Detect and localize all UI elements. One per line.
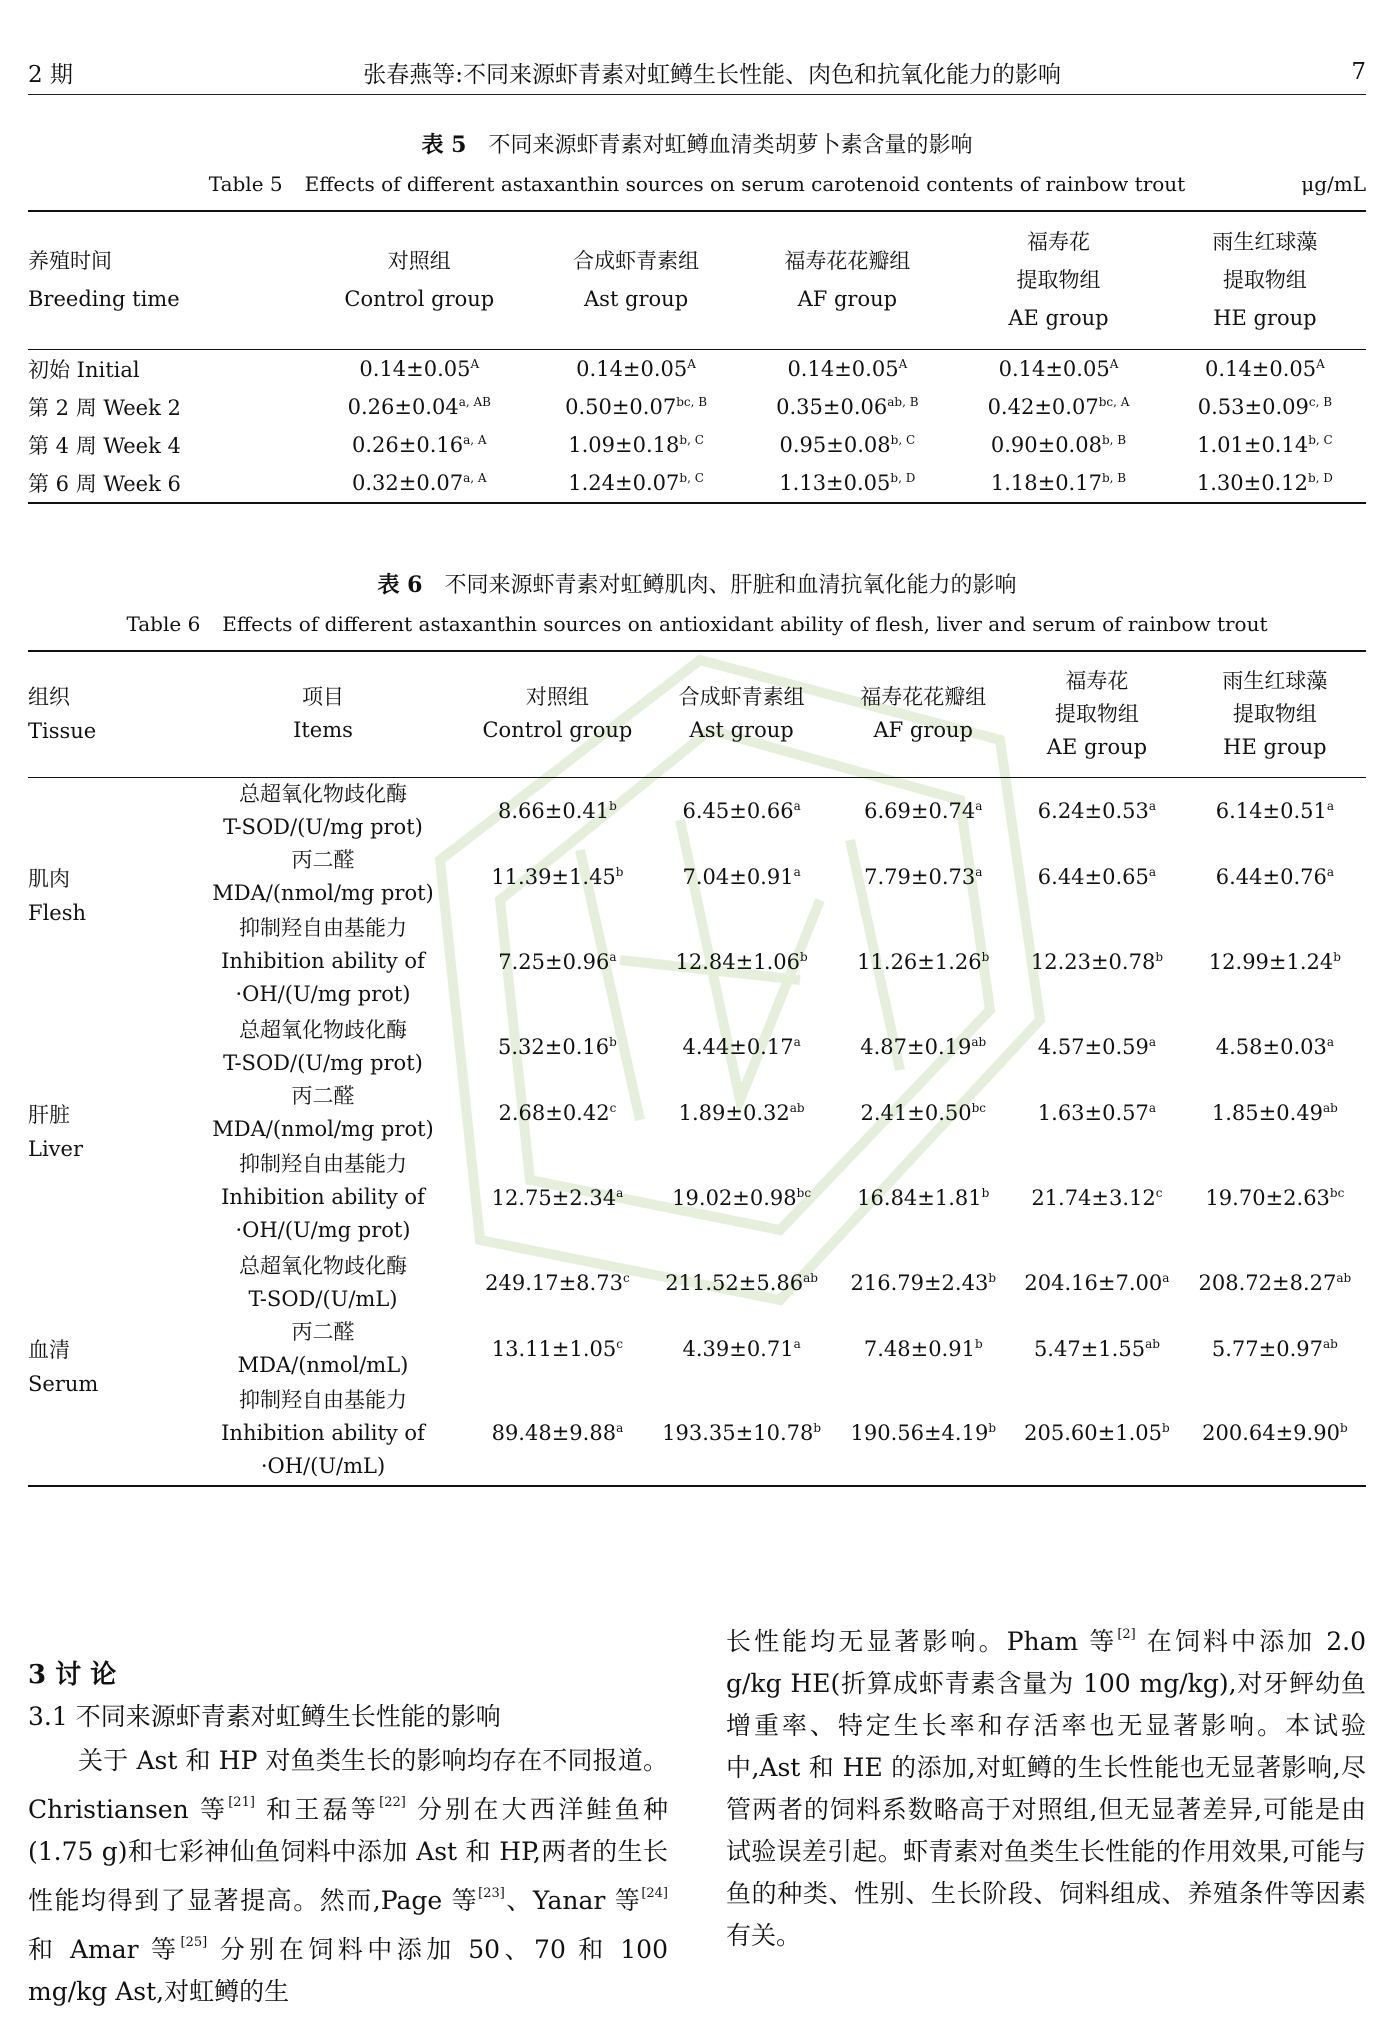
value: 0.95±0.08 bbox=[779, 432, 891, 457]
significance-letter: b bbox=[1339, 1421, 1348, 1435]
table5-cell bbox=[1164, 426, 1366, 464]
subsection-heading: 3.1 不同来源虾青素对虹鳟生长性能的影响 bbox=[28, 1702, 501, 1731]
table6-header-he: 雨生红球藻 提取物组 HE group bbox=[1222, 668, 1328, 759]
table6-cell bbox=[1184, 1250, 1366, 1316]
table6-cell bbox=[836, 1316, 1010, 1382]
table6-cell bbox=[468, 844, 647, 910]
value: 4.39±0.71 bbox=[682, 1336, 794, 1361]
value: 1.89±0.32 bbox=[678, 1100, 790, 1125]
significance-letter: bc bbox=[796, 1185, 812, 1200]
value: 1.24±0.07 bbox=[568, 470, 680, 495]
significance-letter: c bbox=[622, 1270, 630, 1285]
value: 0.32±0.07 bbox=[352, 470, 464, 495]
value: 0.14±0.05 bbox=[787, 356, 899, 381]
value: 0.90±0.08 bbox=[990, 432, 1102, 457]
table5-unit: μg/mL bbox=[1301, 172, 1366, 196]
table6-header-ae: 福寿花 提取物组 AE group bbox=[1046, 668, 1148, 759]
value: 0.14±0.05 bbox=[998, 356, 1110, 381]
value: 4.58±0.03 bbox=[1215, 1034, 1327, 1059]
citation-ref[interactable]: [22] bbox=[379, 1795, 406, 1810]
significance-letter: a bbox=[975, 798, 983, 813]
significance-letter: a bbox=[1148, 798, 1157, 813]
value: 0.35±0.06 bbox=[776, 394, 888, 419]
paragraph: 关于 Ast 和 HP 对鱼类生长的影响均存在不同报道。Christiansen 等[21] 和王磊等[22] 分别在大西洋鲑鱼种(1.75 g)和七彩神仙鱼饲料中添加 Ast 和 HP,两者的生长性能均得到了显著提高。然而,Page 等[23]、Yanar 等[24] 和 Amar 等[25] 分别在饲料中添加 50、70 和 100 mg/kg Ast,对虹鳟的生 bbox=[28, 1746, 669, 2006]
table6-cell bbox=[1184, 1080, 1366, 1146]
table5-cell bbox=[308, 426, 531, 464]
table6 bbox=[28, 650, 1366, 1487]
value: 0.14±0.05 bbox=[359, 356, 471, 381]
table6-cell bbox=[1184, 1382, 1366, 1486]
citation-ref[interactable]: [23] bbox=[478, 1886, 505, 1901]
table5-header-ae: 福寿花 提取物组 AE group bbox=[1008, 230, 1109, 331]
significance-letter: b, D bbox=[890, 470, 916, 485]
table6-cell bbox=[647, 1014, 837, 1080]
value: 16.84±1.81 bbox=[857, 1185, 982, 1210]
citation-ref[interactable]: [2] bbox=[1117, 1627, 1136, 1642]
table6-item: 总超氧化物歧化酶 T-SOD/(U/mL) bbox=[239, 1253, 407, 1311]
significance-letter: A bbox=[687, 356, 696, 371]
table6-cell bbox=[1010, 844, 1184, 910]
table6-cell bbox=[1010, 910, 1184, 1014]
significance-letter: b, C bbox=[679, 470, 704, 485]
table6-cell bbox=[468, 1250, 647, 1316]
table6-cell bbox=[1184, 1316, 1366, 1382]
table5-title-cn: 不同来源虾青素对虹鳟血清类胡萝卜素含量的影响 bbox=[488, 133, 973, 158]
table5-row-time: 第 6 周 Week 6 bbox=[28, 471, 181, 496]
significance-letter: bc, B bbox=[676, 394, 708, 409]
significance-letter: a bbox=[793, 1034, 801, 1049]
significance-letter: bc bbox=[971, 1100, 987, 1115]
significance-letter: a bbox=[616, 1421, 624, 1435]
table6-cell bbox=[1010, 1316, 1184, 1382]
table6-header-ast: 合成虾青素组 Ast group bbox=[678, 685, 805, 743]
value: 193.35±10.78 bbox=[662, 1421, 814, 1445]
table6-cell bbox=[1184, 910, 1366, 1014]
table6-cell bbox=[647, 1146, 837, 1250]
table5-cell bbox=[308, 464, 531, 503]
citation-ref[interactable]: [25] bbox=[180, 1935, 208, 1950]
significance-letter: a, A bbox=[463, 432, 487, 447]
table5-cell bbox=[531, 349, 742, 388]
table6-cell bbox=[1184, 844, 1366, 910]
table6-cell bbox=[468, 910, 647, 1014]
table6-item: 总超氧化物歧化酶 T-SOD/(U/mg prot) bbox=[223, 781, 423, 839]
value: 6.44±0.65 bbox=[1037, 864, 1149, 889]
significance-letter: b bbox=[615, 864, 624, 879]
table5-row bbox=[28, 426, 1366, 464]
table6-cell bbox=[1184, 777, 1366, 844]
value: 200.64±9.90 bbox=[1202, 1421, 1340, 1445]
value: 19.70±2.63 bbox=[1205, 1185, 1330, 1210]
table6-cell bbox=[468, 1316, 647, 1382]
significance-letter: b, C bbox=[890, 432, 916, 447]
value: 205.60±1.05 bbox=[1024, 1421, 1162, 1445]
significance-letter: A bbox=[470, 356, 480, 371]
value: 1.18±0.17 bbox=[990, 470, 1102, 495]
table5-cell bbox=[953, 426, 1164, 464]
table6-cell bbox=[1010, 1382, 1184, 1486]
table6-cell bbox=[647, 777, 837, 844]
table5-cell bbox=[953, 349, 1164, 388]
significance-letter: ab bbox=[1323, 1336, 1338, 1351]
table6-item: 丙二醛 MDA/(nmol/mg prot) bbox=[212, 1083, 434, 1141]
significance-letter: b, B bbox=[1101, 470, 1127, 485]
significance-letter: ab bbox=[1323, 1100, 1338, 1115]
table6-cell bbox=[647, 1080, 837, 1146]
value: 190.56±4.19 bbox=[850, 1421, 989, 1445]
table5-cell bbox=[531, 464, 742, 503]
table6-cell bbox=[647, 910, 837, 1014]
table5-row-time: 初始 Initial bbox=[28, 357, 140, 382]
table5-header-ast: 合成虾青素组 Ast group bbox=[573, 249, 700, 312]
value: 2.68±0.42 bbox=[498, 1100, 610, 1125]
table5-label-en: Table 5 bbox=[208, 172, 283, 196]
value: 11.39±1.45 bbox=[491, 864, 616, 889]
significance-letter: A bbox=[1109, 356, 1119, 371]
table6-cell bbox=[647, 1382, 837, 1486]
table5-cell bbox=[308, 388, 531, 426]
value: 208.72±8.27 bbox=[1198, 1270, 1337, 1295]
table5-row-time: 第 4 周 Week 4 bbox=[28, 433, 181, 458]
significance-letter: b bbox=[1333, 949, 1341, 964]
significance-letter: ab, B bbox=[887, 394, 919, 409]
value: 4.44±0.17 bbox=[682, 1034, 794, 1059]
table6-item: 抑制羟自由基能力 Inhibition ability of ·OH/(U/mg prot) bbox=[221, 1152, 425, 1242]
table6-cell bbox=[1184, 1014, 1366, 1080]
value: 1.30±0.12 bbox=[1196, 470, 1308, 495]
table6-row bbox=[28, 1316, 1366, 1382]
table5-cell bbox=[742, 426, 954, 464]
table6-item: 抑制羟自由基能力 Inhibition ability of ·OH/(U/mL) bbox=[221, 1387, 425, 1478]
table6-cell bbox=[1184, 1146, 1366, 1250]
table6-cell bbox=[468, 1382, 647, 1486]
value: 2.41±0.50 bbox=[860, 1100, 972, 1125]
table5-caption-en bbox=[0, 172, 1394, 196]
significance-letter: a bbox=[793, 798, 801, 813]
significance-letter: a, A bbox=[463, 470, 487, 485]
significance-letter: c, B bbox=[1308, 394, 1333, 409]
table6-cell bbox=[647, 1316, 837, 1382]
value: 12.99±1.24 bbox=[1208, 949, 1334, 974]
value: 5.32±0.16 bbox=[498, 1034, 610, 1059]
value: 6.14±0.51 bbox=[1215, 798, 1327, 823]
table5-cell bbox=[1164, 349, 1366, 388]
table6-cell bbox=[1010, 1250, 1184, 1316]
value: 12.23±0.78 bbox=[1030, 949, 1156, 974]
table5-row bbox=[28, 464, 1366, 503]
table6-cell bbox=[647, 844, 837, 910]
table6-cell bbox=[836, 910, 1010, 1014]
table6-cell bbox=[1010, 777, 1184, 844]
table5-cell bbox=[1164, 388, 1366, 426]
table6-cell bbox=[836, 1382, 1010, 1486]
table6-header-tissue: 组织 Tissue bbox=[28, 685, 97, 744]
table5-header-time: 养殖时间 Breeding time bbox=[28, 249, 180, 312]
value: 204.16±7.00 bbox=[1024, 1270, 1163, 1295]
table6-header-control: 对照组 Control group bbox=[482, 685, 633, 743]
significance-letter: bc bbox=[1329, 1185, 1345, 1200]
table6-cell bbox=[468, 1146, 647, 1250]
value: 12.84±1.06 bbox=[675, 949, 801, 974]
significance-letter: ab bbox=[1336, 1270, 1352, 1285]
significance-letter: b bbox=[609, 1034, 617, 1049]
value: 7.48±0.91 bbox=[863, 1336, 975, 1361]
table6-item: 丙二醛 MDA/(nmol/mg prot) bbox=[212, 847, 434, 905]
table5-cell bbox=[531, 388, 742, 426]
table6-row bbox=[28, 1146, 1366, 1250]
value: 13.11±1.05 bbox=[491, 1336, 617, 1361]
significance-letter: b, C bbox=[679, 432, 704, 447]
table5-cell bbox=[953, 464, 1164, 503]
section-heading: 3 讨 论 bbox=[28, 1660, 117, 1690]
table5-header-control: 对照组 Control group bbox=[344, 249, 495, 312]
table6-item: 丙二醛 MDA/(nmol/mL) bbox=[237, 1319, 409, 1377]
table6-row bbox=[28, 777, 1366, 844]
running-head bbox=[28, 52, 1366, 92]
table5-cell bbox=[742, 464, 954, 503]
issue-number: 2 期 bbox=[28, 61, 73, 88]
significance-letter: b bbox=[981, 1185, 990, 1200]
citation-ref[interactable]: [24] bbox=[641, 1886, 668, 1901]
table5-header-he: 雨生红球藻 提取物组 HE group bbox=[1212, 230, 1318, 331]
table6-cell bbox=[836, 777, 1010, 844]
table6-header-af: 福寿花花瓣组 AF group bbox=[860, 685, 987, 743]
significance-letter: b bbox=[1162, 1421, 1170, 1435]
table5-title-en: Effects of different astaxanthin sources on serum carotenoid contents of rainbow trout bbox=[304, 172, 1186, 196]
table6-item: 抑制羟自由基能力 Inhibition ability of ·OH/(U/mg prot) bbox=[221, 916, 425, 1006]
table6-row bbox=[28, 1080, 1366, 1146]
significance-letter: b, D bbox=[1308, 470, 1333, 485]
value: 21.74±3.12 bbox=[1031, 1185, 1156, 1210]
significance-letter: A bbox=[898, 356, 908, 371]
table6-label-cn: 表 6 bbox=[377, 572, 423, 598]
header-rule bbox=[28, 94, 1366, 95]
significance-letter: a bbox=[609, 949, 617, 964]
value: 12.75±2.34 bbox=[491, 1185, 617, 1210]
significance-letter: a bbox=[1162, 1270, 1170, 1285]
table6-cell bbox=[836, 1250, 1010, 1316]
value: 249.17±8.73 bbox=[485, 1270, 623, 1295]
table6-cell bbox=[468, 1014, 647, 1080]
significance-letter: b bbox=[988, 1270, 997, 1285]
significance-letter: b bbox=[1155, 949, 1164, 964]
body-text-right bbox=[726, 1614, 1366, 1957]
significance-letter: a bbox=[616, 1185, 624, 1200]
significance-letter: a bbox=[793, 1336, 801, 1351]
table6-tissue: 肝脏 Liver bbox=[28, 1102, 83, 1161]
value: 1.13±0.05 bbox=[779, 470, 891, 495]
table5-cell bbox=[742, 349, 954, 388]
table6-title-en: Effects of different astaxanthin sources on antioxidant ability of flesh, liver and serum of rainbow trout bbox=[222, 612, 1268, 636]
table6-cell bbox=[836, 844, 1010, 910]
table6-cell bbox=[1010, 1080, 1184, 1146]
value: 0.14±0.05 bbox=[1205, 356, 1317, 381]
table5-header-af: 福寿花花瓣组 AF group bbox=[784, 249, 911, 312]
table5-caption-cn bbox=[0, 128, 1394, 159]
significance-letter: b bbox=[974, 1336, 983, 1351]
value: 216.79±2.43 bbox=[850, 1270, 989, 1295]
significance-letter: a bbox=[1148, 864, 1157, 879]
table5-cell bbox=[1164, 464, 1366, 503]
significance-letter: b bbox=[800, 949, 808, 964]
value: 6.24±0.53 bbox=[1037, 798, 1149, 823]
significance-letter: ab bbox=[803, 1270, 818, 1285]
table6-cell bbox=[1010, 1014, 1184, 1080]
citation-ref[interactable]: [21] bbox=[228, 1795, 255, 1810]
significance-letter: a bbox=[1148, 1100, 1157, 1115]
table5-cell bbox=[742, 388, 954, 426]
table6-cell bbox=[1010, 1146, 1184, 1250]
significance-letter: ab bbox=[789, 1100, 805, 1115]
significance-letter: A bbox=[1316, 356, 1325, 371]
significance-letter: bc, A bbox=[1098, 394, 1130, 409]
significance-letter: a, AB bbox=[458, 394, 491, 409]
value: 4.57±0.59 bbox=[1037, 1034, 1149, 1059]
significance-letter: a bbox=[1326, 798, 1335, 813]
value: 1.01±0.14 bbox=[1197, 432, 1309, 457]
significance-letter: ab bbox=[971, 1034, 987, 1049]
value: 0.42±0.07 bbox=[987, 394, 1099, 419]
table6-cell bbox=[647, 1250, 837, 1316]
paragraph: 长性能均无显著影响。Pham 等[2] 在饲料中添加 2.0 g/kg HE(折算成虾青素含量为 100 mg/kg),对牙鲆幼鱼增重率、特定生长率和存活率也无显著影响。本试验中,Ast 和 HE 的添加,对虹鳟的生长性能也无显著影响,尽管两者的饲料系数略高于对照组,但无显著差异,可能是由试验误差引起。虾青素对鱼类生长性能的作用效果,可能与鱼的种类、性别、生长阶段、饲料组成、养殖条件等因素有关。 bbox=[726, 1627, 1366, 1950]
significance-letter: b bbox=[813, 1421, 822, 1435]
value: 5.47±1.55 bbox=[1033, 1336, 1146, 1361]
table6-row bbox=[28, 910, 1366, 1014]
table5 bbox=[28, 210, 1366, 504]
significance-letter: a bbox=[975, 864, 983, 879]
significance-letter: b, C bbox=[1308, 432, 1333, 447]
table5-cell bbox=[531, 426, 742, 464]
running-title: 张春燕等:不同来源虾青素对虹鳟生长性能、肉色和抗氧化能力的影响 bbox=[363, 61, 1062, 88]
significance-letter: b bbox=[981, 949, 990, 964]
value: 0.53±0.09 bbox=[1197, 394, 1309, 419]
significance-letter: b, B bbox=[1101, 432, 1127, 447]
value: 7.04±0.91 bbox=[682, 864, 794, 889]
value: 4.87±0.19 bbox=[860, 1034, 972, 1059]
value: 6.44±0.76 bbox=[1215, 864, 1327, 889]
table6-row bbox=[28, 1014, 1366, 1080]
significance-letter: a bbox=[793, 864, 801, 879]
table6-caption-cn bbox=[0, 568, 1394, 599]
value: 11.26±1.26 bbox=[857, 949, 982, 974]
value: 19.02±0.98 bbox=[672, 1185, 797, 1210]
table5-label-cn: 表 5 bbox=[421, 132, 467, 158]
significance-letter: c bbox=[616, 1336, 624, 1351]
value: 0.50±0.07 bbox=[565, 394, 677, 419]
table6-row bbox=[28, 844, 1366, 910]
significance-letter: c bbox=[609, 1100, 617, 1115]
table6-item: 总超氧化物歧化酶 T-SOD/(U/mg prot) bbox=[223, 1017, 423, 1075]
value: 1.85±0.49 bbox=[1211, 1100, 1324, 1125]
value: 0.26±0.04 bbox=[347, 394, 459, 419]
value: 7.79±0.73 bbox=[864, 864, 976, 889]
table6-caption-en bbox=[0, 612, 1394, 636]
table6-row bbox=[28, 1382, 1366, 1486]
value: 211.52±5.86 bbox=[665, 1270, 804, 1295]
significance-letter: a bbox=[1148, 1034, 1157, 1049]
value: 6.69±0.74 bbox=[864, 798, 976, 823]
value: 8.66±0.41 bbox=[498, 798, 610, 823]
table6-tissue: 血清 Serum bbox=[28, 1338, 99, 1396]
body-text-left bbox=[28, 1740, 668, 2013]
table5-row bbox=[28, 388, 1366, 426]
value: 1.63±0.57 bbox=[1037, 1100, 1149, 1125]
significance-letter: a bbox=[1326, 1034, 1335, 1049]
significance-letter: b bbox=[609, 798, 617, 813]
table6-header-items: 项目 Items bbox=[293, 685, 353, 743]
page-number: 7 bbox=[1351, 59, 1366, 85]
value: 0.14±0.05 bbox=[576, 356, 688, 381]
significance-letter: ab bbox=[1145, 1336, 1160, 1351]
table6-cell bbox=[836, 1080, 1010, 1146]
value: 6.45±0.66 bbox=[682, 798, 794, 823]
significance-letter: c bbox=[1155, 1185, 1163, 1200]
table6-cell bbox=[836, 1014, 1010, 1080]
significance-letter: a bbox=[1326, 864, 1335, 879]
table6-title-cn: 不同来源虾青素对虹鳟肌肉、肝脏和血清抗氧化能力的影响 bbox=[444, 573, 1017, 598]
table6-cell bbox=[468, 1080, 647, 1146]
value: 89.48±9.88 bbox=[491, 1421, 617, 1445]
value: 5.77±0.97 bbox=[1211, 1336, 1324, 1361]
table6-cell bbox=[836, 1146, 1010, 1250]
table5-row bbox=[28, 349, 1366, 388]
value: 1.09±0.18 bbox=[568, 432, 680, 457]
table5-cell bbox=[308, 349, 531, 388]
significance-letter: b bbox=[988, 1421, 997, 1435]
value: 7.25±0.96 bbox=[498, 949, 610, 974]
table5-row-time: 第 2 周 Week 2 bbox=[28, 395, 181, 420]
value: 0.26±0.16 bbox=[352, 432, 464, 457]
table6-label-en: Table 6 bbox=[126, 612, 201, 636]
table6-cell bbox=[468, 777, 647, 844]
table6-row bbox=[28, 1250, 1366, 1316]
table5-cell bbox=[953, 388, 1164, 426]
table6-tissue: 肌肉 Flesh bbox=[28, 866, 87, 925]
